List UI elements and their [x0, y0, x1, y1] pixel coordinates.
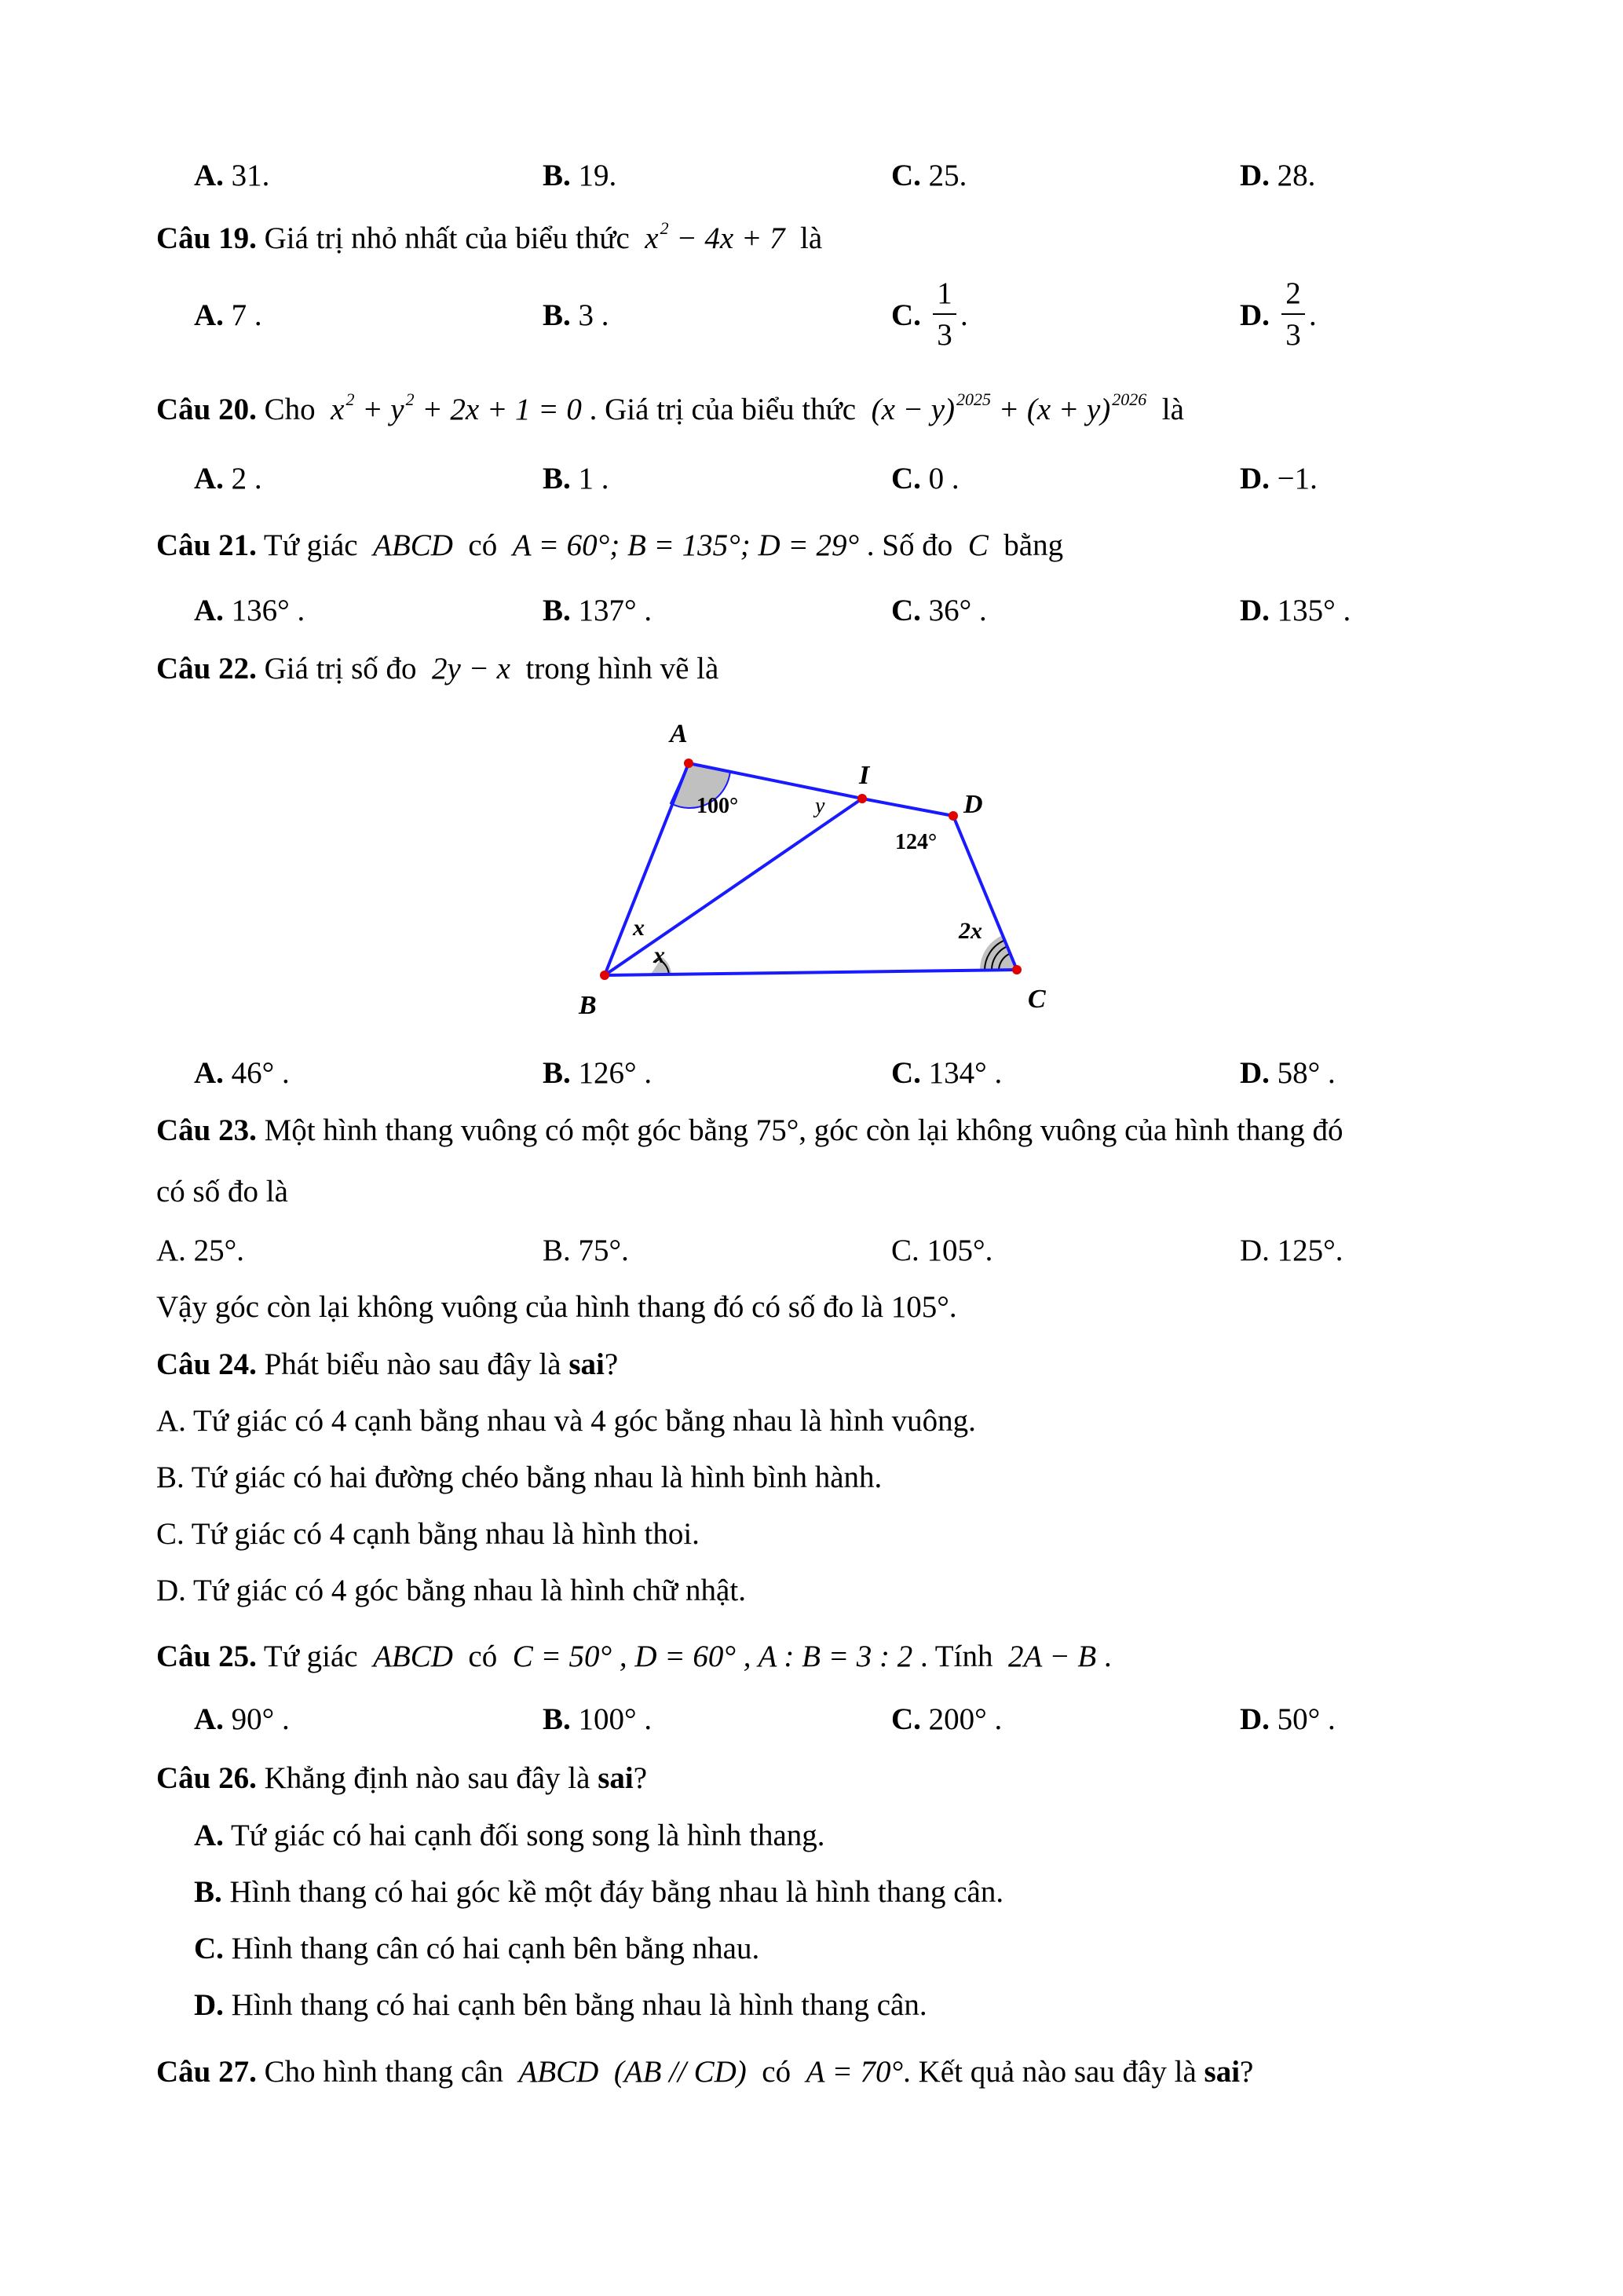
q26-option-a: A. Tứ giác có hai cạnh đối song song là hình thang. [194, 1819, 825, 1852]
q23-option-c: C. 105°. [891, 1234, 993, 1267]
edge-dc [953, 816, 1017, 970]
q19-option-a: A. 7 . [194, 298, 262, 332]
q25-condition: C = 50° , D = 60° , A : B = 3 : 2 [512, 1640, 913, 1673]
q21-option-d: D. 135° . [1240, 594, 1351, 627]
q19-label: Câu 19. [156, 221, 257, 255]
q21-question: Câu 21. Tứ giác ABCD có A = 60°; B = 135°; D = 29° . Số đo C bằng [156, 528, 1064, 562]
q25-option-a: A. 90° . [194, 1702, 290, 1736]
q18-option-c: C. 25. [891, 159, 967, 192]
q22-figure [550, 711, 1084, 1025]
q20-option-b: B. 1 . [543, 462, 609, 495]
label-x1: x [633, 915, 645, 941]
point-d [949, 811, 958, 821]
point-i [857, 794, 867, 803]
q22-label: Câu 22. [156, 652, 257, 686]
q22-option-b: B. 126° . [543, 1056, 652, 1090]
q25-question: Câu 25. Tứ giác ABCD có C = 50° , D = 60° , A : B = 3 : 2 . Tính 2A − B . [156, 1640, 1112, 1673]
q24-option-b: B. Tứ giác có hai đường chéo bằng nhau là hình bình hành. [156, 1461, 883, 1494]
q26-label: Câu 26. [156, 1761, 257, 1795]
q22-option-a: A. 46° . [194, 1056, 290, 1090]
q25-option-c: C. 200° . [891, 1702, 1003, 1736]
q21-option-a: A. 136° . [194, 594, 305, 627]
label-a: A [670, 719, 688, 748]
label-i: I [859, 761, 870, 790]
q19-question [156, 218, 823, 255]
q19-option-b: B. 3 . [543, 298, 609, 332]
q20-expression: $(x - y)^{2025} + (x + y)^{2026}$ [871, 389, 1147, 426]
q24-label: Câu 24. [156, 1347, 257, 1381]
q19-expression: $x^2 - 4x + 7$ [645, 218, 785, 255]
label-d: D [963, 790, 983, 819]
q18-option-b: B. 19. [543, 159, 617, 192]
q18-option-a-value: 31. [231, 159, 270, 192]
q18-option-a: A. 31. [194, 159, 270, 192]
label-2x: 2x [959, 918, 982, 944]
q22-option-d: D. 58° . [1240, 1056, 1336, 1090]
q23-option-b: B. 75°. [543, 1234, 629, 1267]
q18-option-b-value: 19. [578, 159, 617, 192]
label-c: C [1028, 985, 1046, 1014]
q20-label: Câu 20. [156, 393, 257, 426]
q24-option-c: C. Tứ giác có 4 cạnh bằng nhau là hình thoi. [156, 1517, 700, 1551]
q18-option-c-value: 25. [928, 159, 967, 192]
q23-option-d: D. 125°. [1240, 1234, 1343, 1267]
q21-condition: A = 60°; B = 135°; D = 29° [512, 528, 860, 562]
q26-question: Câu 26. Khẳng định nào sau đây là sai? [156, 1761, 648, 1795]
edge-ab [605, 763, 689, 975]
q22-option-c: C. 134° . [891, 1056, 1003, 1090]
q22-question: Câu 22. Giá trị số đo 2y − x trong hình vẽ là [156, 652, 719, 686]
label-x2: x [653, 942, 665, 968]
q19-option-d-fraction: 2 3 [1281, 278, 1305, 350]
q24-option-d: D. Tứ giác có 4 góc bằng nhau là hình chữ nhật. [156, 1574, 746, 1607]
q27-label: Câu 27. [156, 2055, 257, 2089]
q27-question: Câu 27. Cho hình thang cân ABCD (AB // CD) có A = 70°. Kết quả nào sau đây là sai? [156, 2055, 1254, 2089]
q26-option-b: B. Hình thang có hai góc kề một đáy bằng nhau là hình thang cân. [194, 1875, 1004, 1909]
q23-question: Câu 23. Một hình thang vuông có một góc bằng 75°, góc còn lại không vuông của hình thang đó [156, 1113, 1343, 1147]
q20-option-d: D. −1. [1240, 462, 1318, 495]
q24-option-a: A. Tứ giác có 4 cạnh bằng nhau và 4 góc bằng nhau là hình vuông. [156, 1404, 976, 1438]
q19-option-d: D. [1240, 298, 1270, 332]
q23-option-a: A. 25°. [156, 1234, 245, 1267]
label-b: B [579, 991, 597, 1020]
label-y: y [815, 794, 825, 818]
q21-option-b: B. 137° . [543, 594, 652, 627]
q21-label: Câu 21. [156, 528, 257, 562]
point-c [1012, 965, 1022, 974]
q20-option-c: C. 0 . [891, 462, 960, 495]
edge-bi [605, 799, 862, 975]
label-angle-a: 100° [696, 794, 739, 818]
q25-option-d: D. 50° . [1240, 1702, 1336, 1736]
q23-question-line2: có số đo là [156, 1175, 288, 1208]
q26-option-c: C. Hình thang cân có hai cạnh bên bằng nhau. [194, 1932, 760, 1965]
q18-option-d: D. 28. [1240, 159, 1316, 192]
q20-option-a: A. 2 . [194, 462, 262, 495]
point-b [600, 971, 609, 980]
q26-option-d: D. Hình thang có hai cạnh bên bằng nhau là hình thang cân. [194, 1988, 927, 2022]
q23-label: Câu 23. [156, 1113, 257, 1147]
q19-tail: là [800, 221, 823, 255]
q25-option-b: B. 100° . [543, 1702, 652, 1736]
q21-option-c: C. 36° . [891, 594, 987, 627]
point-a [684, 759, 693, 768]
q19-text: Giá trị nhỏ nhất của biểu thức [264, 221, 630, 255]
edge-id [862, 799, 953, 816]
label-angle-d: 124° [895, 830, 938, 854]
q19-option-c: C. [891, 298, 921, 332]
q25-label: Câu 25. [156, 1640, 257, 1673]
q19-option-c-fraction: 1 3 [933, 278, 956, 350]
q20-question: Câu 20. Cho $x^2 + y^2 + 2x + 1 = 0$ . Giá trị của biểu thức $(x - y)^{2025} + (x + y)^{2026}$ là [156, 389, 1184, 426]
q18-option-d-value: 28. [1277, 159, 1316, 192]
q24-question: Câu 24. Phát biểu nào sau đây là sai? [156, 1347, 619, 1381]
q20-equation: $x^2 + y^2 + 2x + 1 = 0$ [331, 389, 582, 426]
q23-answer: Vậy góc còn lại không vuông của hình thang đó có số đo là 105°. [156, 1290, 957, 1324]
